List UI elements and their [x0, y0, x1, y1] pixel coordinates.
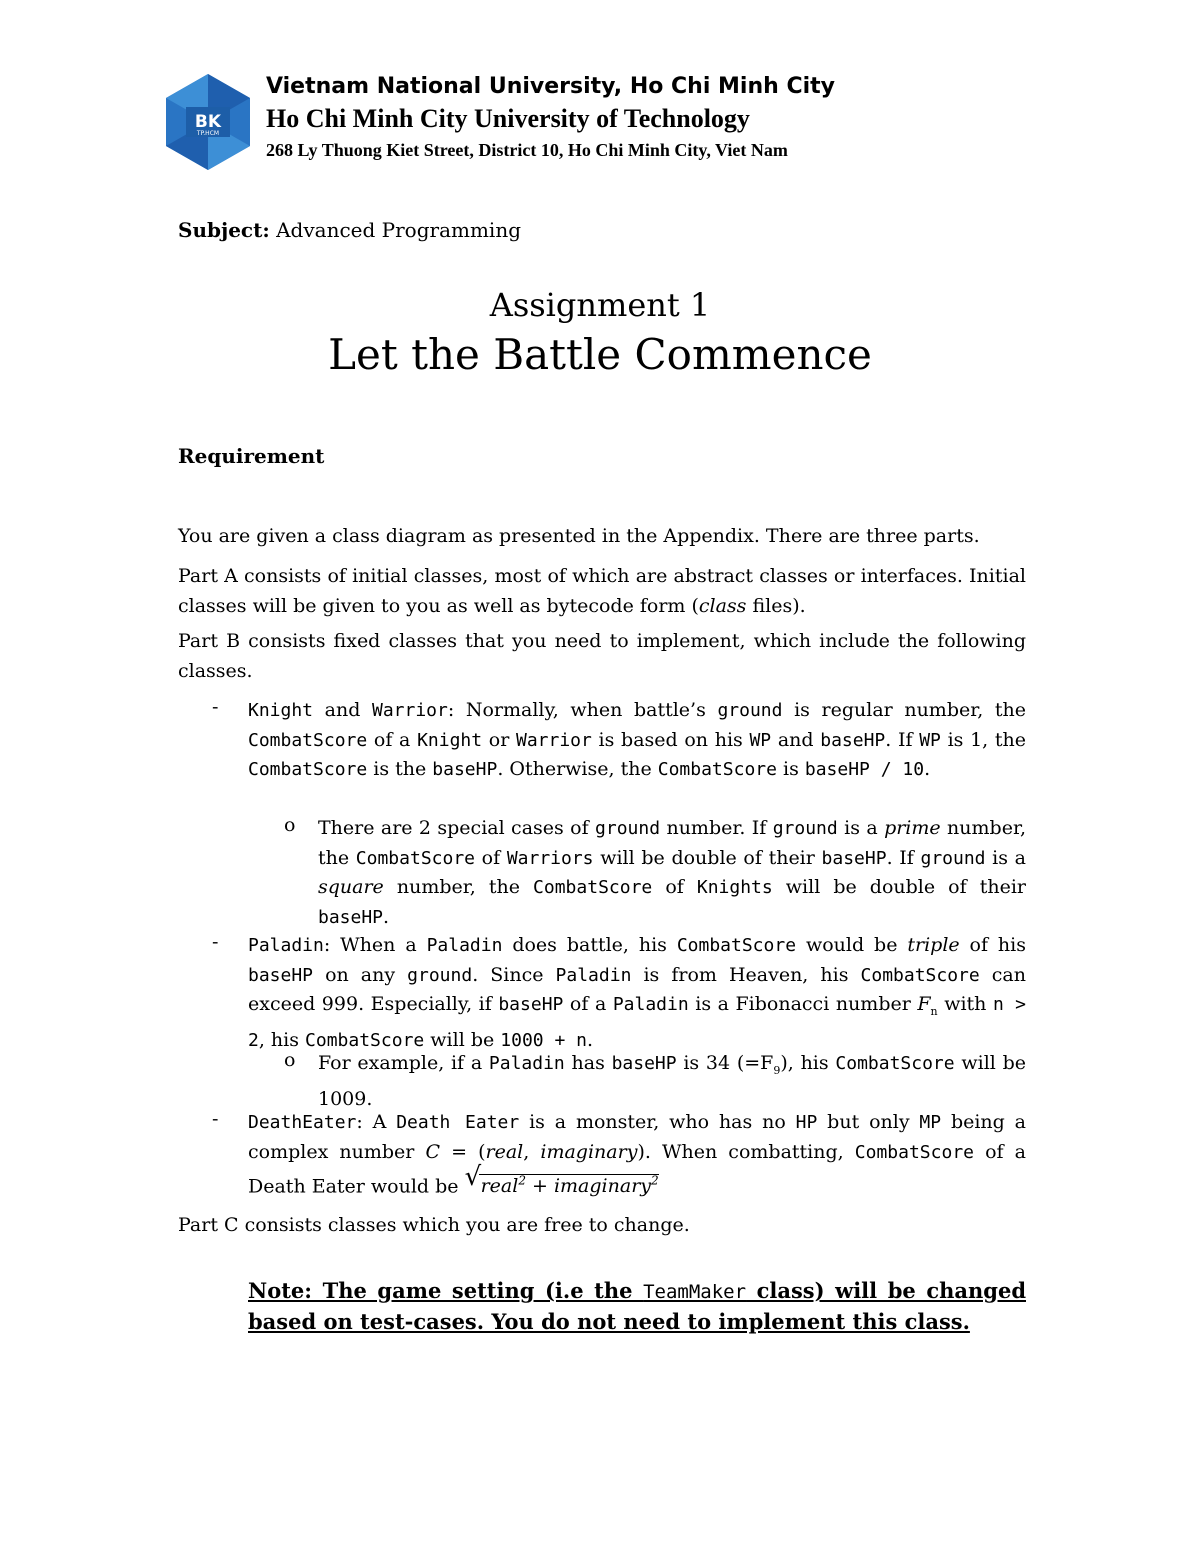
- partC-paragraph: Part C consists classes which you are free to change.: [178, 1214, 690, 1236]
- university-name: Vietnam National University, Ho Chi Minh City: [266, 74, 835, 99]
- list-item-deatheater: DeathEater: A Death Eater is a monster, who has no HP but only MP being a complex number C = (real, imaginary). When combatting, CombatScore of a Death Eater would be √ real$^2$ + imaginary$^2$: [248, 1108, 1026, 1202]
- svg-text:TP.HCM: TP.HCM: [196, 130, 220, 137]
- list-item-knight-warrior: Knight and Warrior: Normally, when battle’s ground is regular number, the CombatScore of a Knight or Warrior is based on his WP and baseHP. If WP is 1, the CombatScore is the baseHP. Otherwise, the CombatScore is baseHP / 10.: [248, 699, 1026, 780]
- bullet-dash: -: [212, 1108, 219, 1130]
- bullet-dash: -: [212, 931, 219, 953]
- list-item-paladin: Paladin: When a Paladin does battle, his CombatScore would be triple of his baseHP on any ground. Since Paladin is from Heaven, his CombatScore can exceed 999. Especially, if baseHP of a Paladin is a Fibonacci number $F_n$ with n > 2, his CombatScore will be 1000 + n.: [248, 934, 1026, 1052]
- partA-paragraph: Part A consists of initial classes, most of which are abstract classes or interfaces. Initial classes will be given to you as well as bytecode form (class files).: [178, 565, 1026, 617]
- faculty-name: Ho Chi Minh City University of Technology: [266, 104, 750, 133]
- sqrt-formula: √ real$^2$ + imaginary$^2$: [464, 1162, 659, 1198]
- bullet-o: o: [284, 814, 296, 836]
- bullet-o: o: [284, 1049, 296, 1071]
- requirement-heading: Requirement: [178, 444, 325, 468]
- assignment-number: Assignment 1: [489, 286, 711, 324]
- address: 268 Ly Thuong Kiet Street, District 10, Ho Chi Minh City, Viet Nam: [266, 140, 788, 160]
- university-logo: [158, 72, 258, 172]
- intro-paragraph: You are given a class diagram as presented in the Appendix. There are three parts.: [178, 525, 980, 547]
- subject: Subject: Advanced Programming: [178, 218, 521, 242]
- list-subitem-example: For example, if a Paladin has baseHP is 34 $(=F_9)$, his CombatScore will be 1009.: [318, 1052, 1026, 1111]
- svg-text:BK: BK: [194, 112, 222, 132]
- list-subitem-special-cases: There are 2 special cases of ground number. If ground is a prime number, the CombatScore of Warriors will be double of their baseHP. If ground is a square number, the CombatScore of Knights will be double of their baseHP.: [318, 817, 1027, 928]
- assignment-title: Let the Battle Commence: [328, 330, 872, 379]
- partB-paragraph: Part B consists fixed classes that you need to implement, which include the following classes.: [178, 630, 1026, 682]
- bullet-dash: -: [212, 696, 219, 718]
- note: Note: The game setting (i.e the TeamMaker class) will be changed based on test-cases. You do not need to implement this class.: [248, 1278, 1026, 1334]
